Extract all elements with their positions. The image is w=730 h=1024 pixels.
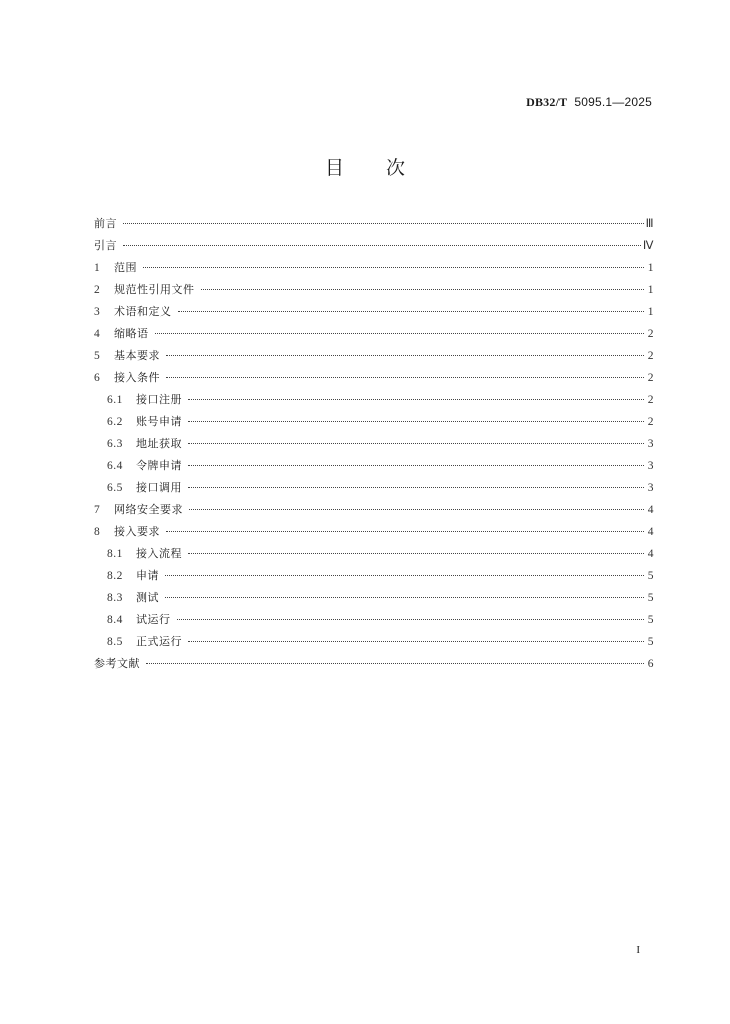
toc-entry-label: 基本要求 [114,349,160,362]
toc-entry-label: 接口调用 [136,481,182,494]
toc-leader-dots [201,289,645,290]
toc-entry-label: 正式运行 [136,635,182,648]
toc-entry-number: 8.1 [107,548,123,560]
toc-leader-dots [188,421,644,422]
toc-leader-dots [155,333,645,334]
toc-entry-label: 地址获取 [136,437,182,450]
toc-entry-number: 6.1 [107,394,123,406]
table-of-contents [94,213,654,675]
page-number: I [636,944,640,956]
toc-entry-page: 4 [647,504,654,516]
toc-entry-label: 引言 [94,239,117,252]
title-char-2: 次 [386,157,406,179]
toc-entry[interactable] [94,521,654,543]
toc-leader-dots [178,311,645,312]
toc-leader-dots [188,465,644,466]
toc-entry-page: Ⅳ [642,240,654,252]
toc-entry-number: 2 [94,284,101,296]
toc-entry-label: 接入要求 [114,525,160,538]
title-char-1: 目 [324,157,344,179]
toc-entry-page: 3 [647,482,654,494]
toc-entry-label: 术语和定义 [114,305,172,318]
toc-entry[interactable] [94,323,654,345]
toc-entry-label: 令牌申请 [136,459,182,472]
toc-entry-page: 1 [647,306,654,318]
toc-entry-number: 8 [94,526,101,538]
toc-leader-dots [177,619,645,620]
toc-entry[interactable] [94,235,654,257]
toc-entry-page: 5 [647,614,654,626]
toc-leader-dots [166,377,644,378]
toc-entry-page: 1 [647,262,654,274]
toc-leader-dots [188,553,644,554]
toc-entry-number: 4 [94,328,101,340]
toc-entry-number: 6 [94,372,101,384]
toc-entry-page: Ⅲ [645,218,654,230]
toc-leader-dots [146,663,644,664]
page-title [0,153,730,180]
toc-entry[interactable] [94,345,654,367]
toc-entry-page: 2 [647,372,654,384]
toc-entry-label: 接口注册 [136,393,182,406]
toc-entry-label: 规范性引用文件 [114,283,195,296]
toc-entry-label: 试运行 [136,613,171,626]
toc-leader-dots [123,245,641,246]
toc-entry-page: 4 [647,548,654,560]
toc-entry-number: 3 [94,306,101,318]
toc-entry-number: 6.3 [107,438,123,450]
toc-entry-label: 账号申请 [136,415,182,428]
toc-entry-number: 6.4 [107,460,123,472]
toc-leader-dots [166,531,644,532]
toc-entry-label: 申请 [136,569,159,582]
toc-entry[interactable] [94,433,654,455]
toc-entry[interactable] [94,279,654,301]
toc-entry[interactable] [94,213,654,235]
toc-entry[interactable] [94,499,654,521]
toc-entry[interactable] [94,609,654,631]
toc-leader-dots [123,223,644,224]
toc-leader-dots [189,509,644,510]
toc-entry-label: 接入条件 [114,371,160,384]
standard-number: 5095.1—2025 [574,95,652,109]
standard-prefix: DB32/T [526,95,568,109]
toc-entry-page: 2 [647,416,654,428]
toc-entry-number: 1 [94,262,101,274]
toc-entry-label: 前言 [94,217,117,230]
toc-leader-dots [166,355,644,356]
toc-leader-dots [188,399,644,400]
toc-entry-page: 5 [647,592,654,604]
toc-entry-number: 6.5 [107,482,123,494]
toc-leader-dots [165,597,644,598]
toc-entry-label: 参考文献 [94,657,140,670]
toc-entry-page: 3 [647,438,654,450]
toc-entry-number: 8.2 [107,570,123,582]
standard-code [526,95,652,110]
toc-entry-page: 6 [647,658,654,670]
toc-entry[interactable] [94,587,654,609]
toc-entry-number: 8.4 [107,614,123,626]
toc-entry-page: 4 [647,526,654,538]
toc-entry-number: 6.2 [107,416,123,428]
toc-entry-page: 2 [647,328,654,340]
toc-entry-page: 3 [647,460,654,472]
toc-leader-dots [188,487,644,488]
toc-entry[interactable] [94,367,654,389]
toc-entry-number: 7 [94,504,101,516]
toc-entry-page: 2 [647,350,654,362]
toc-entry[interactable] [94,477,654,499]
toc-entry[interactable] [94,455,654,477]
toc-entry-page: 5 [647,570,654,582]
toc-entry[interactable] [94,653,654,675]
toc-entry-label: 网络安全要求 [114,503,183,516]
toc-entry[interactable] [94,257,654,279]
toc-entry[interactable] [94,301,654,323]
toc-leader-dots [165,575,644,576]
toc-entry[interactable] [94,411,654,433]
toc-entry-page: 5 [647,636,654,648]
toc-entry[interactable] [94,631,654,653]
toc-leader-dots [188,443,644,444]
toc-entry-label: 范围 [114,261,137,274]
toc-entry-number: 5 [94,350,101,362]
toc-entry[interactable] [94,389,654,411]
toc-entry-label: 测试 [136,591,159,604]
toc-leader-dots [188,641,644,642]
toc-entry-page: 1 [647,284,654,296]
toc-leader-dots [143,267,644,268]
toc-entry-label: 缩略语 [114,327,149,340]
toc-entry-number: 8.3 [107,592,123,604]
toc-entry[interactable] [94,565,654,587]
toc-entry-label: 接入流程 [136,547,182,560]
toc-entry[interactable] [94,543,654,565]
toc-entry-number: 8.5 [107,636,123,648]
toc-entry-page: 2 [647,394,654,406]
